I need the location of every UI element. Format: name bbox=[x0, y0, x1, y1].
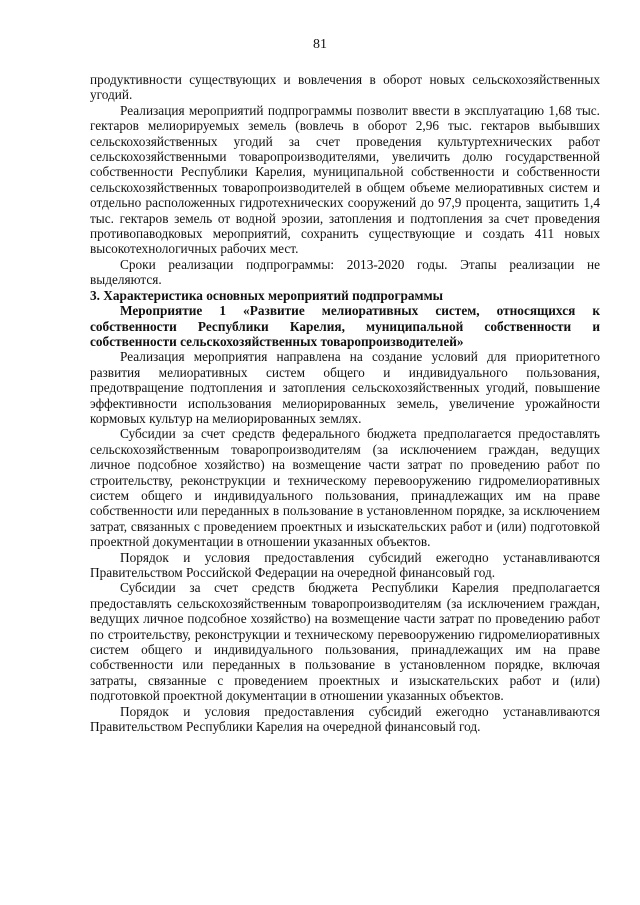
document-body bbox=[90, 72, 600, 734]
paragraph-results: Реализация мероприятий подпрограммы позволит ввести в эксплуатацию 1,68 тыс. гектаров мелиорируемых земель (вовлечь в оборот 2,96 тыс. гектаров выбывших сельскохозяйственных угодий за счет проведения культуртехнических работ сельскохозяйственными товаропроизводителями, увеличить долю государственной собственности Республики Карелия, муниципальной собственности и собственности сельскохозяйственных товаропроизводителей в общем объеме мелиоративных систем и отдельно расположенных гидротехнических сооружений до 97,9 процента, защитить 1,4 тыс. гектаров земель от водной эрозии, затопления и подтопления за счет проведения противопаводковых мероприятий, сохранить существующие и создать 411 новых высокотехнологичных рабочих мест. bbox=[90, 102, 600, 257]
paragraph-measure-goal: Реализация мероприятия направлена на создание условий для приоритетного развития мелиоративных систем общего и индивидуального пользования, предотвращение подтопления и затопления сельскохозяйственных угодий, повышение эффективности использования мелиорированных земель, увеличение урожайности кормовых культур на мелиорированных землях. bbox=[90, 349, 600, 426]
measure-heading: Мероприятие 1 «Развитие мелиоративных систем, относящихся к собственности Республики Карелия, муниципальной собственности и собственности сельскохозяйственных товаропроизводителей» bbox=[90, 303, 600, 349]
paragraph-regional-subsidies: Субсидии за счет средств бюджета Республики Карелия предполагается предоставлять сельскохозяйственным товаропроизводителям (за исключением граждан, ведущих личное подсобное хозяйство) на возмещение части затрат по проведению работ по строительству, реконструкции и техническому перевооружению гидромелиоративных систем общего и индивидуального пользования, принадлежащих им на праве собственности или переданных в пользование в установленном порядке, включая затраты, связанные с проведением проектных и изыскательских работ и (или) подготовкой проектной документации в отношении указанных объектов. bbox=[90, 580, 600, 704]
page-number: 81 bbox=[313, 37, 327, 52]
paragraph-federal-procedure: Порядок и условия предоставления субсидий ежегодно устанавливаются Правительством Российской Федерации на очередной финансовый год. bbox=[90, 549, 600, 580]
paragraph-timeline: Сроки реализации подпрограммы: 2013-2020 годы. Этапы реализации не выделяются. bbox=[90, 256, 600, 288]
paragraph-federal-subsidies: Субсидии за счет средств федерального бюджета предполагается предоставлять сельскохозяйственным товаропроизводителям (за исключением граждан, ведущих личное подсобное хозяйство) на возмещение части затрат по проведению работ по строительству, реконструкции и техническому перевооружению гидромелиоративных систем общего и индивидуального пользования, принадлежащих им на праве собственности или переданных в пользование в установленном порядке, за исключением затрат, связанных с проведением проектных и изыскательских работ и (или) подготовкой проектной документации в отношении указанных объектов. bbox=[90, 426, 600, 550]
paragraph-continuation: продуктивности существующих и вовлечения в оборот новых сельскохозяйственных угодий. bbox=[90, 72, 600, 103]
paragraph-regional-procedure: Порядок и условия предоставления субсидий ежегодно устанавливаются Правительством Республики Карелия на очередной финансовый год. bbox=[90, 703, 600, 735]
section-heading: 3. Характеристика основных мероприятий подпрограммы bbox=[90, 287, 444, 303]
